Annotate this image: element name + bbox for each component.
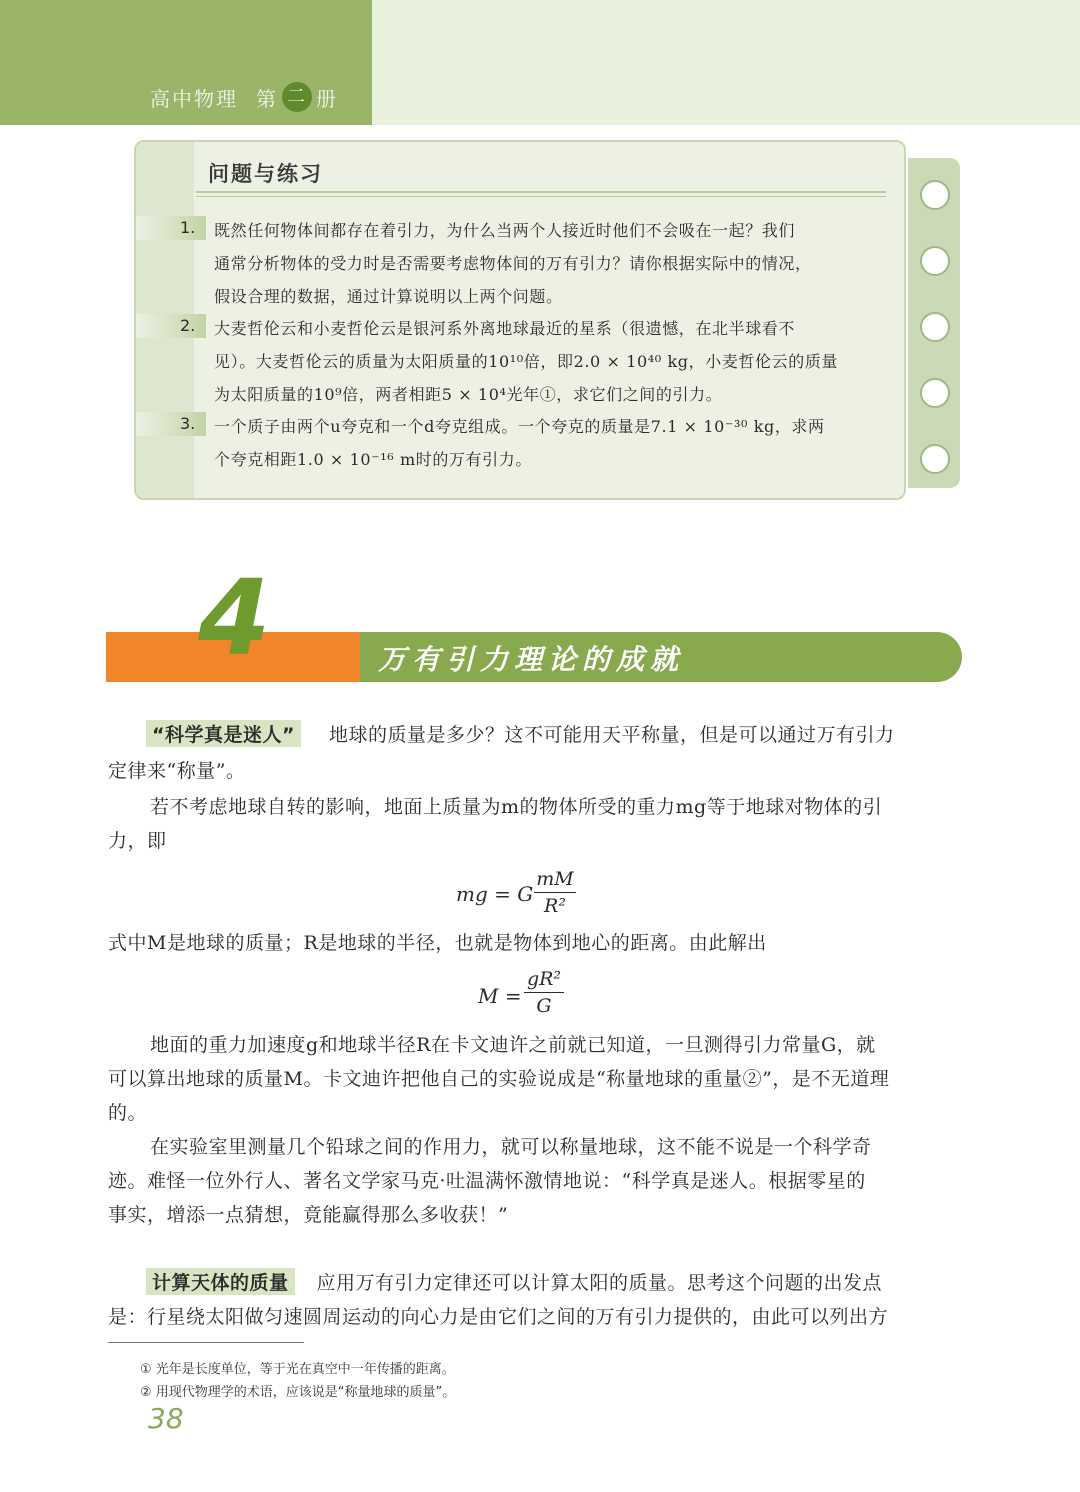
formula-denominator: R² [544, 895, 566, 917]
book-title: 高中物理 [150, 86, 238, 111]
exercise-line: 为太阳质量的10⁹倍，两者相距5 × 10⁴光年①，求它们之间的引力。 [214, 385, 723, 404]
footnote: ① 光年是长度单位，等于光在真空中一年传播的距离。 [140, 1362, 455, 1377]
binder-ring-icon [920, 246, 950, 276]
binder-ring-icon [920, 444, 950, 474]
paragraph-line: 事实，增添一点猜想，竟能赢得那么多收获！” [108, 1204, 509, 1226]
paragraph-line: 可以算出地球的质量M。卡文迪许把他自己的实验说成是“称量地球的重量②”，是不无道理 [108, 1068, 890, 1090]
keyword-tag: “科学真是迷人” [146, 720, 301, 747]
exercise-number-band [136, 412, 206, 436]
paragraph-line: 的。 [108, 1102, 148, 1124]
exercise-line: 通常分析物体的受力时是否需要考虑物体间的万有引力？请你根据实际中的情况， [214, 254, 812, 273]
paragraph-text: 地球的质量是多少？这不可能用天平称量，但是可以通过万有引力 [328, 724, 895, 746]
footnote: ② 用现代物理学的术语，应该说是“称量地球的质量”。 [140, 1385, 456, 1400]
binder-ring-icon [920, 378, 950, 408]
page-number: 38 [148, 1402, 184, 1435]
paragraph-line: 若不考虑地球自转的影响，地面上质量为m的物体所受的重力mg等于地球对物体的引 [150, 796, 883, 818]
formula-lhs: M = [478, 984, 522, 1008]
keyword-tag: 计算天体的质量 [146, 1268, 295, 1295]
formula-denominator: G [536, 995, 552, 1017]
formula-lhs: mg = G [456, 882, 534, 906]
exercise-number: 3. [180, 414, 196, 433]
exercise-line: 个夸克相距1.0 × 10⁻¹⁶ m时的万有引力。 [214, 450, 532, 469]
running-header [150, 82, 338, 112]
section-number: 4 [198, 557, 271, 679]
header-band-right [372, 0, 1080, 125]
binder-ring-icon [920, 180, 950, 210]
exercise-number-band [136, 314, 206, 338]
exercise-line: 大麦哲伦云和小麦哲伦云是银河系外离地球最近的星系（很遗憾，在北半球看不 [214, 319, 796, 338]
volume-number-badge: 二 [282, 82, 312, 112]
formula-numerator: mM [536, 868, 574, 890]
exercise-number-band [136, 216, 206, 240]
exercise-line: 见）。大麦哲伦云的质量为太阳质量的10¹⁰倍，即2.0 × 10⁴⁰ kg，小麦哲伦云的质量 [214, 352, 839, 371]
divider [196, 196, 886, 197]
exercise-line: 既然任何物体间都存在着引力，为什么当两个人接近时他们不会吸在一起？我们 [214, 221, 796, 240]
paragraph-line: 迹。难怪一位外行人、著名文学家马克·吐温满怀激情地说：“科学真是迷人。根据零星的 [108, 1170, 866, 1192]
paragraph-line [146, 720, 895, 747]
exercise-line: 一个质子由两个u夸克和一个d夸克组成。一个夸克的质量是7.1 × 10⁻³⁰ kg，求两 [214, 417, 825, 436]
formula-numerator: gR² [526, 968, 562, 990]
divider [196, 191, 886, 193]
paragraph-line: 地面的重力加速度g和地球半径R在卡文迪许之前就已知道，一旦测得引力常量G，就 [150, 1034, 876, 1056]
exercise-number: 2. [180, 316, 196, 335]
exercise-title: 问题与练习 [208, 162, 323, 186]
paragraph-line [146, 1268, 882, 1295]
paragraph-line: 在实验室里测量几个铅球之间的作用力，就可以称量地球，这不能不说是一个科学奇 [150, 1136, 872, 1158]
binder-ring-icon [920, 312, 950, 342]
paragraph-line: 定律来“称量”。 [108, 760, 246, 782]
formula-fraction [524, 968, 564, 1017]
exercise-number: 1. [180, 218, 196, 237]
volume-suffix: 册 [316, 86, 338, 111]
formula-fraction [534, 868, 576, 917]
footnote-divider [108, 1342, 304, 1343]
paragraph-line: 是：行星绕太阳做匀速圆周运动的向心力是由它们之间的万有引力提供的，由此可以列出方 [108, 1306, 889, 1328]
paragraph-line: 式中M是地球的质量；R是地球的半径，也就是物体到地心的距离。由此解出 [108, 932, 767, 954]
volume-prefix: 第 [256, 86, 278, 111]
exercise-line: 假设合理的数据，通过计算说明以上两个问题。 [214, 287, 563, 306]
paragraph-line: 力，即 [108, 830, 167, 852]
section-title: 万有引力理论的成就 [378, 643, 685, 676]
paragraph-text: 应用万有引力定律还可以计算太阳的质量。思考这个问题的出发点 [316, 1272, 883, 1294]
